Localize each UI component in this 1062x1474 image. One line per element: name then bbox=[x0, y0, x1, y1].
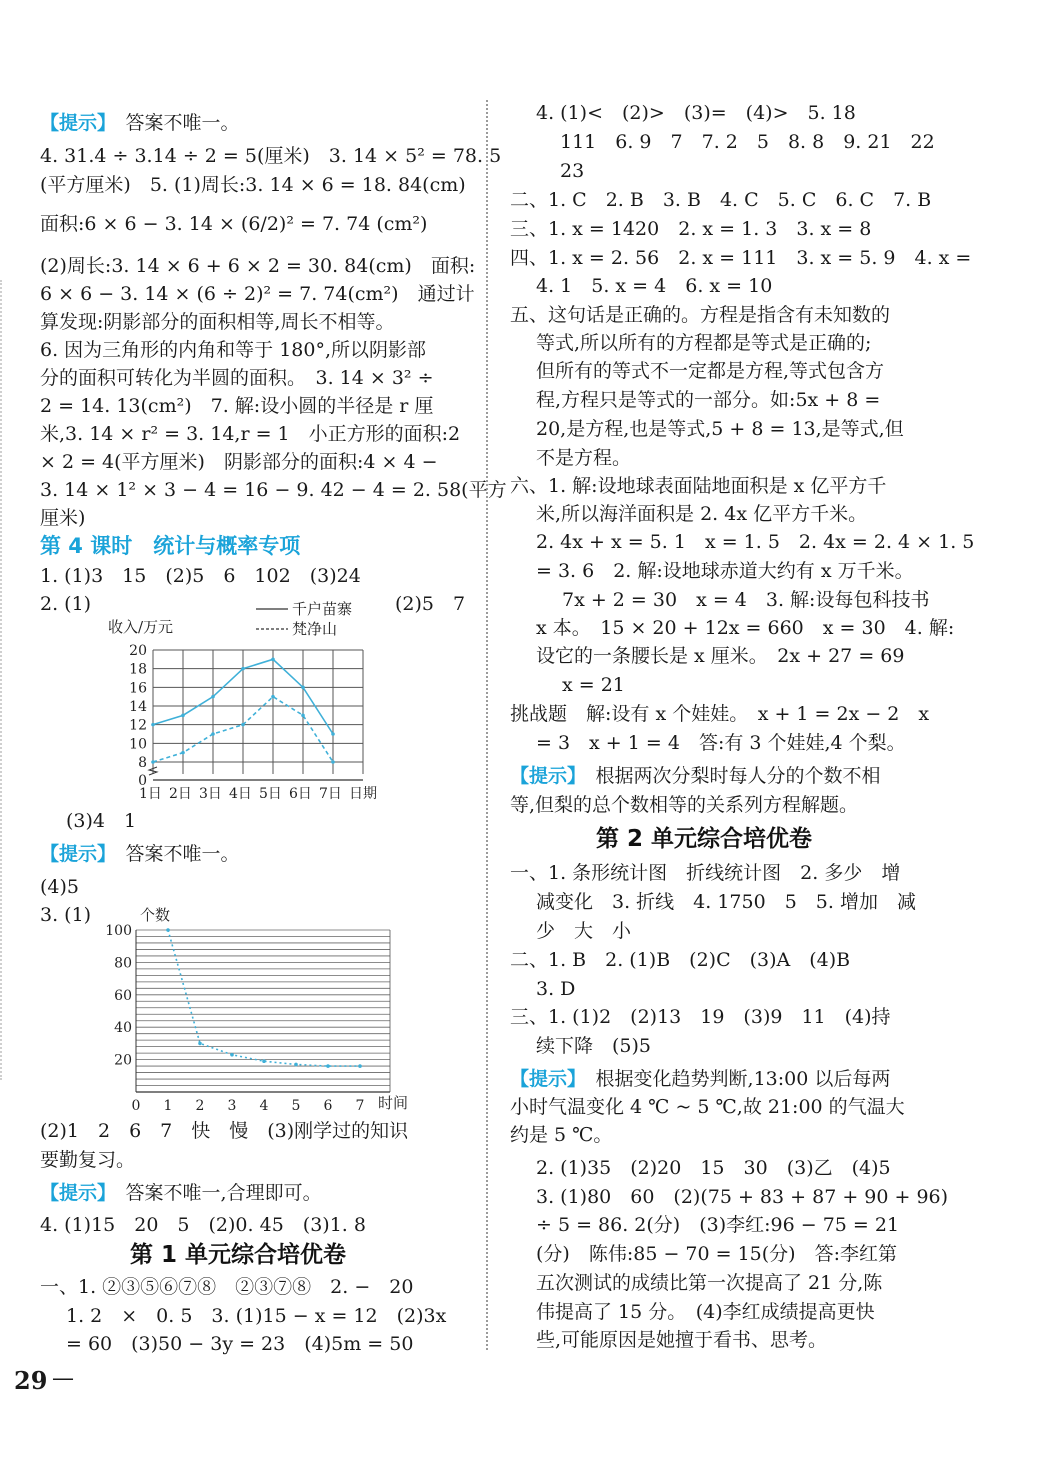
x-tick-label: 6日 bbox=[289, 786, 312, 802]
page-number-dash: — bbox=[52, 1366, 74, 1391]
text-line: 小时气温变化 4 ℃ ~ 5 ℃,故 21:00 的气温大 bbox=[510, 1096, 905, 1118]
hint-line bbox=[40, 1180, 322, 1206]
page-number: 29 bbox=[14, 1366, 48, 1395]
y-tick-label: 80 bbox=[114, 955, 132, 972]
hint-label: 【提示】 bbox=[510, 765, 577, 787]
data-point bbox=[301, 686, 305, 690]
income-line-chart bbox=[98, 600, 398, 810]
text-line: 五次测试的成绩比第一次提高了 21 分,陈 bbox=[536, 1272, 883, 1294]
text-line: 设它的一条腰长是 x 厘米。 2x + 27 = 69 bbox=[536, 645, 905, 667]
count-line-chart bbox=[98, 900, 438, 1118]
x-tick-label: 3日 bbox=[199, 786, 222, 802]
text-line: 五、这句话是正确的。方程是指含有未知数的 bbox=[510, 304, 891, 326]
x-tick-label: 2 bbox=[195, 1098, 205, 1114]
x-tick-label: 4 bbox=[259, 1098, 269, 1114]
text-line: (2)5 7 bbox=[395, 593, 466, 615]
y-tick-label: 10 bbox=[129, 736, 147, 753]
text-line: 6 × 6 − 3. 14 × (6 ÷ 2)² = 7. 74(cm²) 通过计 bbox=[40, 283, 475, 305]
text-line: 四、1. x = 2. 56 2. x = 111 3. x = 5. 9 4. x = bbox=[510, 247, 972, 269]
y-tick-label: 18 bbox=[129, 661, 147, 678]
text-line: 2. (1) bbox=[40, 593, 92, 615]
x-tick-label: 0 bbox=[131, 1098, 141, 1114]
data-point bbox=[271, 695, 275, 699]
text-line: 但所有的等式不一定都是方程,等式包含方 bbox=[536, 360, 885, 382]
text-line: 3. 14 × 1² × 3 − 4 = 16 − 9. 42 − 4 = 2. 58(平方 bbox=[40, 479, 507, 501]
unit-title: 第 2 单元综合培优卷 bbox=[596, 826, 813, 852]
y-tick-label: 0 bbox=[138, 773, 147, 789]
data-point bbox=[151, 760, 155, 764]
text-line: 三、1. x = 1420 2. x = 1. 3 3. x = 8 bbox=[510, 218, 872, 240]
text-line: 续下降 (5)5 bbox=[536, 1035, 652, 1057]
text-line: 111 6. 9 7 7. 2 5 8. 8 9. 21 22 bbox=[560, 131, 935, 153]
text-line: 20,是方程,也是等式,5 + 8 = 13,是等式,但 bbox=[536, 418, 904, 440]
data-point bbox=[211, 732, 215, 736]
hint-label: 【提示】 bbox=[40, 112, 107, 134]
text-line: 些,可能原因是她擅于看书、思考。 bbox=[536, 1329, 828, 1351]
y-tick-label: 40 bbox=[114, 1020, 132, 1037]
text-line: 程,方程只是等式的一部分。如:5x + 8 = bbox=[536, 389, 881, 411]
data-point bbox=[294, 1063, 298, 1067]
hint-label: 【提示】 bbox=[40, 1182, 107, 1204]
hint-line bbox=[510, 763, 881, 789]
text-line: 7x + 2 = 30 x = 4 3. 解:设每包科技书 bbox=[562, 589, 930, 611]
y-tick-label: 12 bbox=[129, 717, 147, 734]
text-line: 3. D bbox=[536, 978, 576, 1000]
text-line: × 2 = 4(平方厘米) 阴影部分的面积:4 × 4 − bbox=[40, 451, 438, 473]
text-line: 挑战题 解:设有 x 个娃娃。 x + 1 = 2x − 2 x bbox=[510, 703, 930, 725]
data-point bbox=[331, 732, 335, 736]
text-line: 三、1. (1)2 (2)13 19 (3)9 11 (4)持 bbox=[510, 1006, 891, 1028]
column-divider bbox=[486, 100, 488, 1350]
text-line: 3. (1) bbox=[40, 904, 92, 926]
x-tick-label: 5日 bbox=[259, 786, 282, 802]
hint-line bbox=[510, 1066, 890, 1092]
text-line: ÷ 5 = 86. 2(分) (3)李红:96 − 75 = 21 bbox=[536, 1214, 900, 1236]
y-tick-label: 100 bbox=[105, 923, 132, 939]
text-line: 伟提高了 15 分。 (4)李红成绩提高更快 bbox=[536, 1301, 875, 1323]
x-tick-label: 2日 bbox=[169, 786, 192, 802]
y-axis-label: 收入/万元 bbox=[108, 618, 174, 636]
data-point bbox=[151, 723, 155, 727]
y-tick-label: 20 bbox=[114, 1052, 132, 1069]
text-line: 厘米) bbox=[40, 507, 86, 529]
data-point bbox=[241, 723, 245, 727]
y-tick-label: 8 bbox=[138, 755, 147, 771]
text-line: 4. (1)< (2)> (3)= (4)> 5. 18 bbox=[536, 102, 856, 124]
text-line: 23 bbox=[560, 160, 585, 182]
text-line: 等,但梨的总个数相等的关系列方程解题。 bbox=[510, 794, 859, 816]
text-line: = 3. 6 2. 解:设地球赤道大约有 x 万千米。 bbox=[536, 560, 914, 582]
axis-break-mark bbox=[149, 767, 157, 775]
legend-label: 千户苗寨 bbox=[292, 600, 353, 618]
text-line: (4)5 bbox=[40, 876, 80, 898]
data-point bbox=[181, 714, 185, 718]
x-axis-label: 时间 bbox=[378, 1094, 409, 1112]
x-tick-label: 1 bbox=[163, 1098, 173, 1114]
hint-label: 【提示】 bbox=[510, 1068, 577, 1090]
text-line: 1. (1)3 15 (2)5 6 102 (3)24 bbox=[40, 565, 361, 587]
text-line: 2. 4x + x = 5. 1 x = 1. 5 2. 4x = 2. 4 × 1. 5 bbox=[536, 531, 975, 553]
text-line: 3. (1)80 60 (2)(75 + 83 + 87 + 90 + 96) bbox=[536, 1186, 949, 1208]
data-point bbox=[198, 1042, 202, 1046]
y-tick-label: 14 bbox=[129, 699, 147, 715]
x-tick-label: 7日 bbox=[319, 786, 342, 802]
text-line: 6. 因为三角形的内角和等于 180°,所以阴影部 bbox=[40, 339, 427, 361]
text-line: 分的面积可转化为半圆的面积。 3. 14 × 3² ÷ bbox=[40, 367, 434, 389]
data-point bbox=[326, 1064, 330, 1068]
x-tick-label: 4日 bbox=[229, 786, 252, 802]
hint-line bbox=[40, 841, 240, 867]
text-line: 一、1. ②③⑤⑥⑦⑧ ②③⑦⑧ 2. − 20 bbox=[40, 1276, 414, 1298]
data-point bbox=[301, 714, 305, 718]
y-tick-label: 20 bbox=[129, 643, 147, 659]
data-point bbox=[181, 751, 185, 755]
text-line: x = 21 bbox=[562, 674, 625, 696]
hint-text: 答案不唯一,合理即可。 bbox=[125, 1182, 322, 1204]
text-line: 米,3. 14 × r² = 3. 14,r = 1 小正方形的面积:2 bbox=[40, 423, 461, 445]
section-heading: 第 4 课时 统计与概率专项 bbox=[40, 534, 301, 558]
data-point bbox=[211, 695, 215, 699]
hint-text: 根据变化趋势判断,13:00 以后每两 bbox=[595, 1068, 891, 1090]
text-line: 算发现:阴影部分的面积相等,周长不相等。 bbox=[40, 311, 395, 333]
text-line: 六、1. 解:设地球表面陆地面积是 x 亿平方千 bbox=[510, 475, 887, 497]
text-line: 面积:6 × 6 − 3. 14 × (6/2)² = 7. 74 (cm²) bbox=[40, 213, 428, 235]
text-line: (分) 陈伟:85 − 70 = 15(分) 答:李红第 bbox=[536, 1243, 897, 1265]
text-line: x 本。 15 × 20 + 12x = 660 x = 30 4. 解: bbox=[536, 617, 955, 639]
text-line: 4. (1)15 20 5 (2)0. 45 (3)1. 8 bbox=[40, 1214, 366, 1236]
data-point bbox=[358, 1064, 362, 1068]
text-line: = 3 x + 1 = 4 答:有 3 个娃娃,4 个梨。 bbox=[536, 732, 906, 754]
legend-label: 梵净山 bbox=[292, 620, 338, 638]
hint-line bbox=[40, 110, 240, 136]
x-tick-label: 7 bbox=[355, 1098, 365, 1114]
text-line: 等式,所以所有的方程都是等式是正确的; bbox=[536, 332, 872, 354]
text-line: 要勤复习。 bbox=[40, 1149, 136, 1171]
data-point bbox=[241, 667, 245, 671]
hint-text: 答案不唯一。 bbox=[125, 112, 240, 134]
hint-label: 【提示】 bbox=[40, 843, 107, 865]
text-line: 2 = 14. 13(cm²) 7. 解:设小圆的半径是 r 厘 bbox=[40, 395, 434, 417]
y-axis-label: 个数 bbox=[140, 906, 171, 924]
text-line: 米,所以海洋面积是 2. 4x 亿平方千米。 bbox=[536, 503, 868, 525]
data-point bbox=[331, 760, 335, 764]
text-line: 约是 5 ℃。 bbox=[510, 1124, 613, 1146]
text-line: (2)1 2 6 7 快 慢 (3)刚学过的知识 bbox=[40, 1120, 409, 1142]
page-edge-dots bbox=[0, 280, 10, 1080]
unit-title: 第 1 单元综合培优卷 bbox=[130, 1242, 347, 1268]
text-line: 二、1. B 2. (1)B (2)C (3)A (4)B bbox=[510, 949, 851, 971]
text-line: 二、1. C 2. B 3. B 4. C 5. C 6. C 7. B bbox=[510, 189, 932, 211]
y-tick-label: 60 bbox=[114, 987, 132, 1004]
x-tick-label: 6 bbox=[323, 1098, 333, 1114]
text-line: 少 大 小 bbox=[536, 920, 632, 942]
data-point bbox=[230, 1053, 234, 1057]
text-line: = 60 (3)50 − 3y = 23 (4)5m = 50 bbox=[66, 1333, 414, 1355]
hint-text: 答案不唯一。 bbox=[125, 843, 240, 865]
hint-text: 根据两次分梨时每人分的个数不相 bbox=[595, 765, 881, 787]
text-line: 2. (1)35 (2)20 15 30 (3)乙 (4)5 bbox=[536, 1157, 891, 1179]
data-point bbox=[166, 928, 170, 932]
text-line: 1. 2 × 0. 5 3. (1)15 − x = 12 (2)3x bbox=[66, 1305, 447, 1327]
y-tick-label: 16 bbox=[129, 680, 147, 697]
text-line: 减变化 3. 折线 4. 1750 5 5. 增加 减 bbox=[536, 891, 916, 913]
text-line: 不是方程。 bbox=[536, 447, 632, 469]
x-tick-label: 5 bbox=[291, 1098, 301, 1114]
text-line: 4. 1 5. x = 4 6. x = 10 bbox=[536, 275, 773, 297]
text-line: 一、1. 条形统计图 折线统计图 2. 多少 增 bbox=[510, 862, 901, 884]
x-tick-label: 3 bbox=[227, 1098, 237, 1114]
x-axis-label: 日期 bbox=[349, 786, 377, 802]
data-point bbox=[262, 1059, 266, 1063]
text-line: (平方厘米) 5. (1)周长:3. 14 × 6 = 18. 84(cm) bbox=[40, 174, 466, 196]
text-line: 4. 31.4 ÷ 3.14 ÷ 2 = 5(厘米) 3. 14 × 5² = 78. 5 bbox=[40, 145, 502, 167]
text-line: (3)4 1 bbox=[66, 810, 137, 832]
series-line-1 bbox=[168, 930, 360, 1066]
data-point bbox=[271, 658, 275, 662]
text-line: (2)周长:3. 14 × 6 + 6 × 2 = 30. 84(cm) 面积: bbox=[40, 255, 476, 277]
x-tick-label: 1日 bbox=[139, 786, 162, 802]
